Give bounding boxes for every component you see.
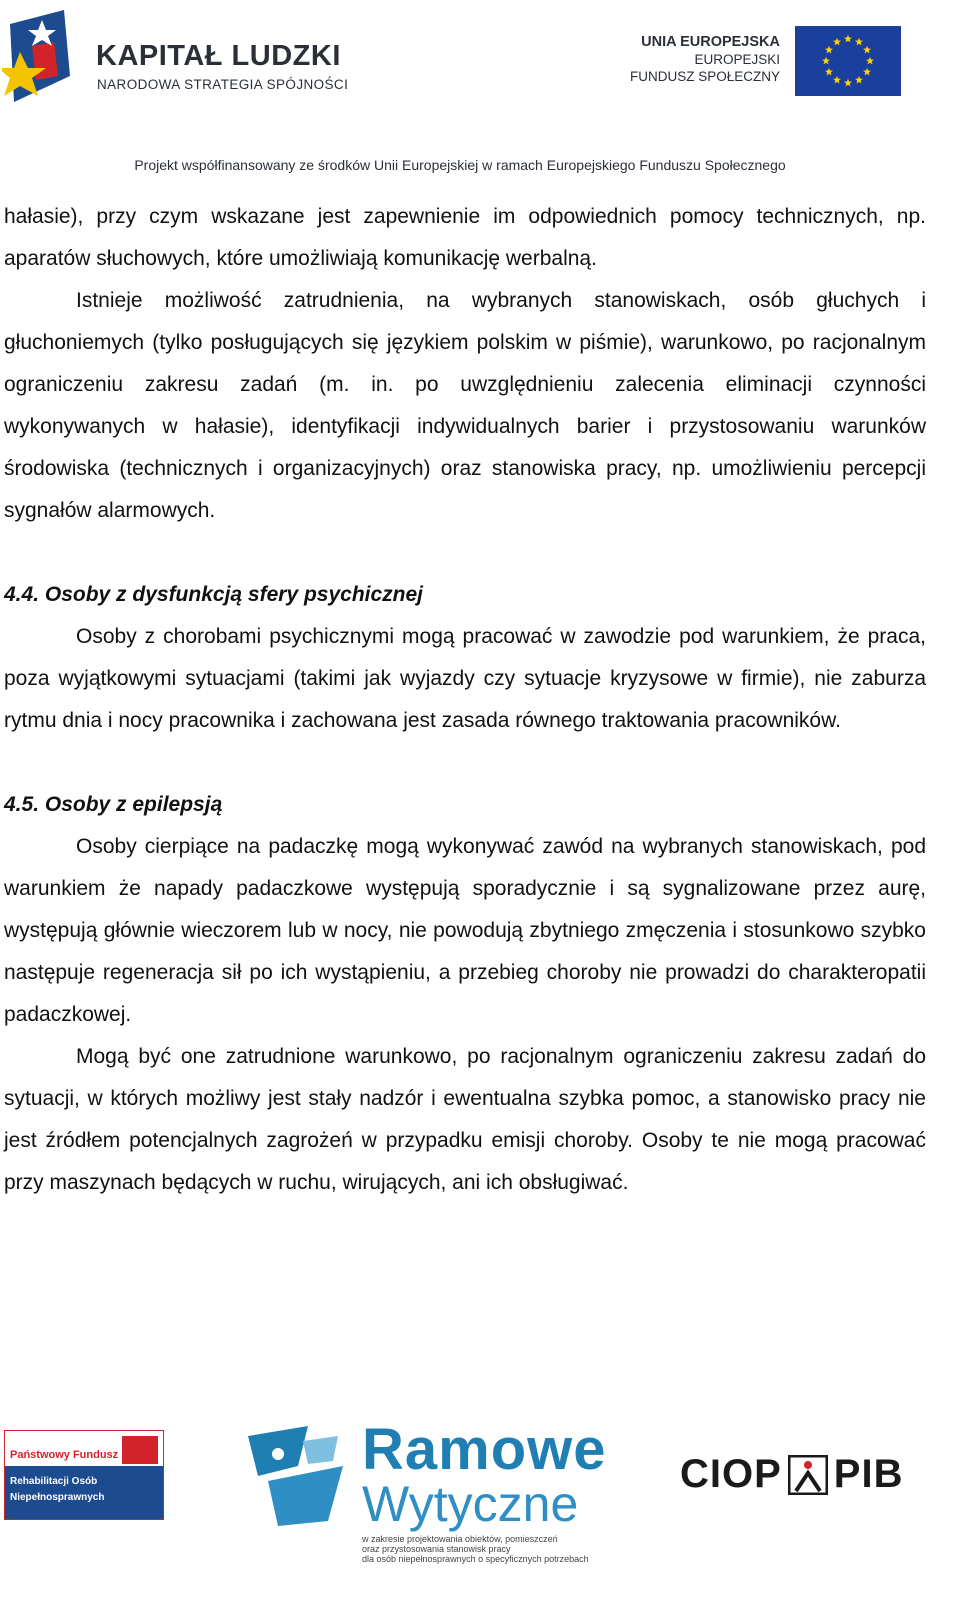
pfron-line-1: Państwowy Fundusz <box>10 1449 119 1461</box>
ramowe-title: Ramowe <box>362 1417 607 1482</box>
eu-text-block <box>630 34 780 85</box>
pfron-line-3: Niepełnosprawnych <box>10 1492 105 1503</box>
pfron-line-2: Rehabilitacji Osób <box>10 1476 98 1487</box>
kapital-ludzki-logo <box>2 6 84 116</box>
kapital-ludzki-subtitle: NARODOWA STRATEGIA SPÓJNOŚCI <box>97 77 349 92</box>
ramowe-subtitle-line-3: dla osób niepełnosprawnych o specyficznych potrzebach <box>362 1554 589 1564</box>
section-heading-4-5: 4.5. Osoby z epilepsją <box>4 793 223 816</box>
page-header <box>0 0 960 190</box>
wytyczne-title: Wytyczne <box>362 1476 579 1532</box>
paragraph-epilepsy-1: Osoby cierpiące na padaczkę mogą wykonywać zawód na wybranych stanowiskach, pod warunkiem że napady padaczkowe występują sporadycznie i są sygnalizowane przez aurę, występują głównie wieczorem lub w nocy, nie powodują zbytniego zmęczenia i stosunkowo szybko następuje regeneracja sił po ich wystąpieniu, a przebieg choroby nie prowadzi do charakteropatii padaczkowej. <box>4 835 926 1026</box>
paragraph-psychiatric: Osoby z chorobami psychicznymi mogą pracować w zawodzie pod warunkiem, że praca, poza wyjątkowymi sytuacjami (takimi jak wyjazdy czy sytuacje kryzysowe w firmie), nie zaburza rytmu dnia i nocy pracownika i zachowana jest zasada równego traktowania pracowników. <box>4 625 926 732</box>
ramowe-subtitle <box>362 1534 602 1564</box>
ramowe-wytyczne-graphic <box>248 1426 348 1526</box>
document-body <box>4 196 926 1204</box>
paragraph-deaf-employment: Istnieje możliwość zatrudnienia, na wybranych stanowiskach, osób głuchych i głuchoniemych (tylko posługujących się językiem polskim w piśmie), warunkowo, po racjonalnym ograniczeniu zakresu zadań (m. in. po uwzględnieniu zalecenia eliminacji czynności wykonywanych w hałasie), identyfikacji indywidualnych barier i przystosowaniu warunków środowiska (technicznych i organizacyjnych) oraz stanowiska pracy, np. umożliwieniu percepcji sygnałów alarmowych. <box>4 289 926 522</box>
cofinance-note: Projekt współfinansowany ze środków Unii Europejskiej w ramach Europejskiego Funduszu Społecznego <box>134 157 786 173</box>
section-heading-4-4: 4.4. Osoby z dysfunkcją sfery psychicznej <box>4 583 424 606</box>
pfron-logo <box>4 1430 164 1520</box>
eu-line-2: EUROPEJSKI <box>694 52 780 67</box>
kapital-ludzki-title: KAPITAŁ LUDZKI <box>96 40 341 72</box>
eu-line-1: UNIA EUROPEJSKA <box>641 34 780 50</box>
ciop-pib-logo <box>680 1452 903 1497</box>
paragraph-epilepsy-2: Mogą być one zatrudnione warunkowo, po racjonalnym ograniczeniu zakresu zadań do sytuacji, w których możliwy jest stały nadzór i ewentualna szybka pomoc, a stanowisko pracy nie jest źródłem potencjalnych zagrożeń w przypadku emisji choroby. Osoby te nie mogą pracować przy maszynach będących w ruchu, wirujących, ani ich obsługiwać. <box>4 1045 926 1194</box>
ramowe-subtitle-line-2: oraz przystosowania stanowisk pracy <box>362 1544 511 1554</box>
eu-line-3: FUNDUSZ SPOŁECZNY <box>629 69 780 84</box>
page-footer <box>0 1417 960 1621</box>
paragraph-continuation: hałasie), przy czym wskazane jest zapewnienie im odpowiednich pomocy technicznych, np. aparatów słuchowych, które umożliwiają komunikację werbalną. <box>4 205 926 270</box>
eu-flag-icon <box>795 26 901 96</box>
ramowe-subtitle-line-1: w zakresie projektowania obiektów, pomieszczeń <box>362 1534 558 1544</box>
ciop-figure-icon <box>788 1455 828 1495</box>
pib-text: PIB <box>833 1452 904 1496</box>
ciop-text: CIOP <box>680 1452 782 1496</box>
